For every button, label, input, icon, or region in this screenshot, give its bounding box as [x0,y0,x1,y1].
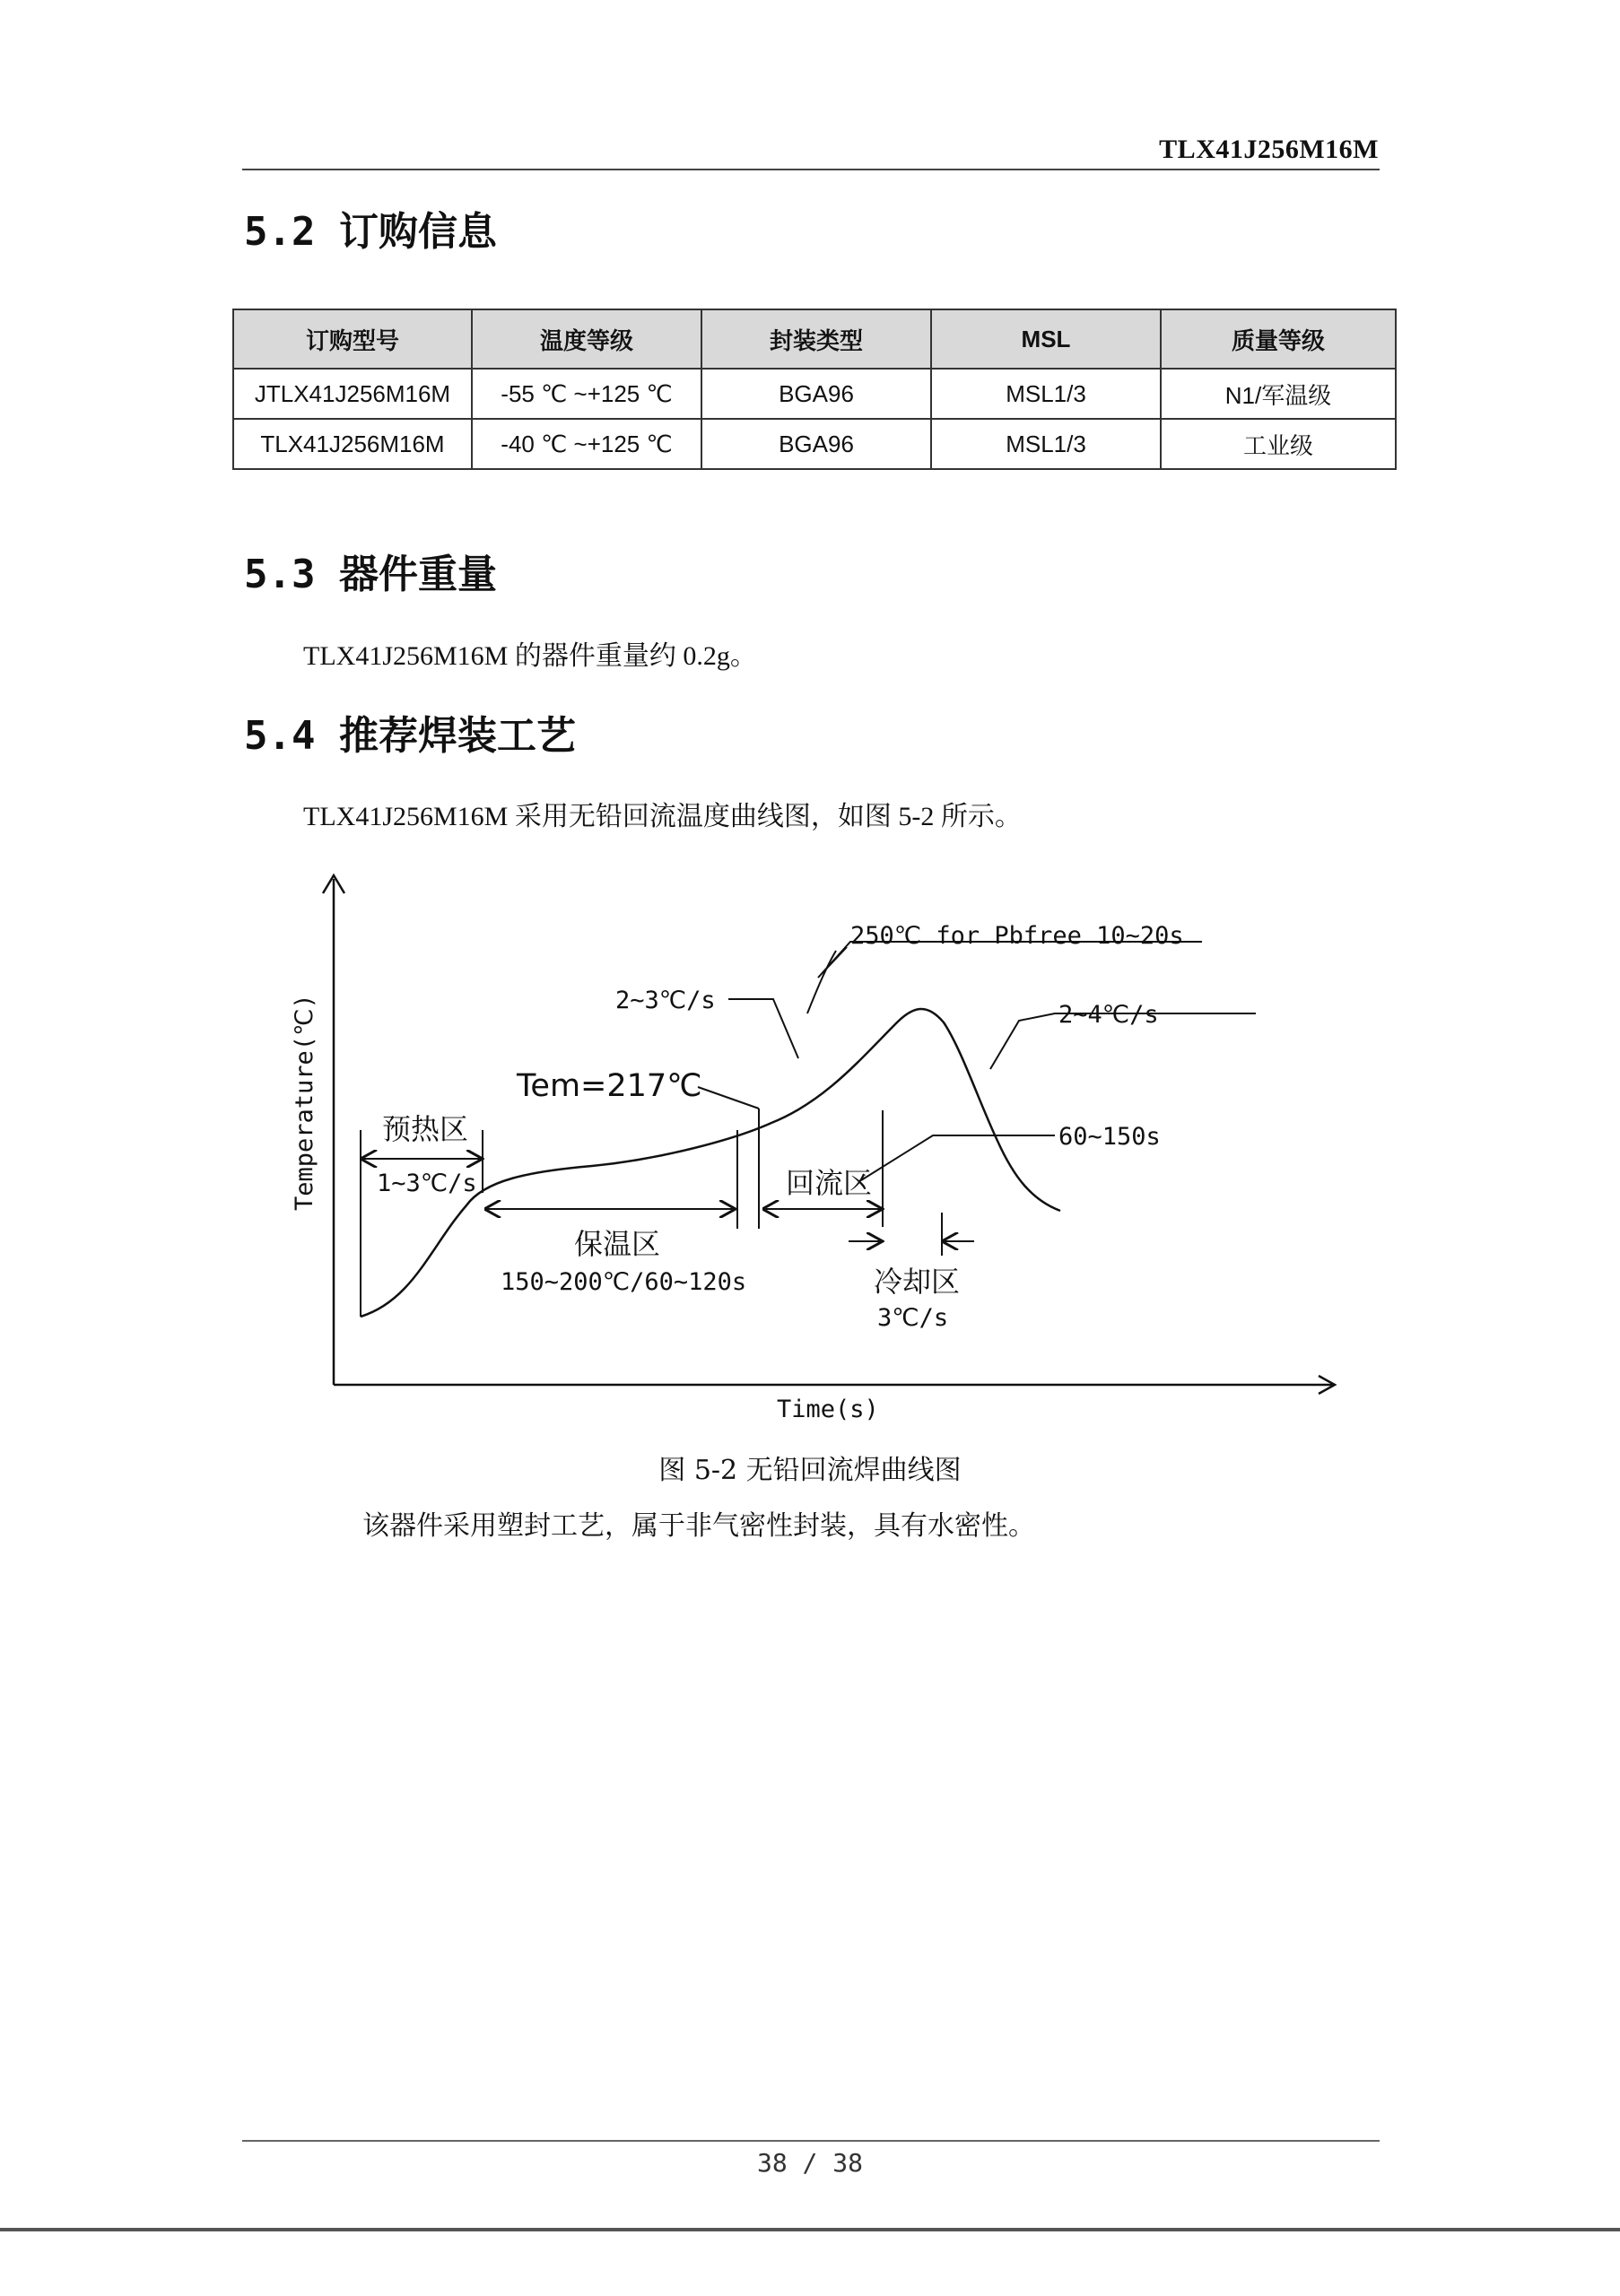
section-title-text: 器件重量 [338,552,497,597]
weight-paragraph: TLX41J256M16M 的器件重量约 0.2g。 [303,641,757,671]
reflow-profile-diagram [269,861,1346,1435]
cell-temp-grade: -40 ℃ ~+125 ℃ [472,419,701,469]
figure-caption: 图 5-2 无铅回流焊曲线图 [658,1455,962,1486]
section-title-text: 订购信息 [338,209,497,255]
preheat-rate-label: 1~3℃/s [377,1170,477,1197]
cooling-zone-markers [849,1213,974,1256]
section-5-4-title [244,703,576,761]
cell-part-number: TLX41J256M16M [233,419,472,469]
cooling-rate-label: 3℃/s [877,1304,949,1332]
section-number: 5.2 [244,209,316,255]
cell-quality: N1/军温级 [1161,369,1396,419]
ramp-up-leader [728,999,798,1058]
col-header-quality: 质量等级 [1161,309,1396,369]
section-number: 5.4 [244,713,316,759]
closing-paragraph: 该器件采用塑封工艺，属于非气密性封装，具有水密性。 [362,1510,1035,1542]
table-header-row [233,309,1396,369]
tem-label: Tem=217℃ [517,1068,702,1104]
cell-package: BGA96 [701,369,931,419]
cell-temp-grade: -55 ℃ ~+125 ℃ [472,369,701,419]
ramp-down-label: 2~4℃/s [1058,1001,1159,1029]
section-5-3-title [244,542,497,599]
page-number: 38 / 38 [756,2148,863,2178]
preheat-zone-label: 预热区 [382,1112,469,1146]
cell-part-number: JTLX41J256M16M [233,369,472,419]
soak-spec-label: 150~200℃/60~120s [501,1268,747,1296]
soldering-paragraph: TLX41J256M16M 采用无铅回流温度曲线图，如图 5-2 所示。 [303,802,1022,831]
reflow-zone-label: 回流区 [786,1166,873,1200]
peak-leader-line [807,951,836,1013]
cell-msl: MSL1/3 [931,369,1161,419]
document-id: TLX41J256M16M [1159,135,1379,164]
cell-msl: MSL1/3 [931,419,1161,469]
ramp-up-label: 2~3℃/s [615,987,716,1014]
footer-rule [242,2140,1380,2142]
peak-label: 250℃ for Pbfree 10~20s [850,922,1184,950]
section-5-2-title [244,199,497,257]
section-number: 5.3 [244,552,316,597]
axes [323,875,1335,1394]
reflow-time-label: 60~150s [1058,1123,1161,1151]
cell-package: BGA96 [701,419,931,469]
col-header-package: 封装类型 [701,309,931,369]
page-bottom-edge [0,2228,1620,2231]
y-axis-label: Temperature(℃) [291,994,318,1211]
header-rule [242,169,1380,170]
tem-marker-line [698,1087,759,1109]
col-header-part-number: 订购型号 [233,309,472,369]
preheat-zone-markers [361,1130,483,1317]
cooling-zone-label: 冷却区 [874,1265,961,1299]
ordering-table [232,309,1397,470]
table-row [233,369,1396,419]
cell-quality: 工业级 [1161,419,1396,469]
x-axis-label: Time(s) [777,1396,879,1423]
soak-zone-label: 保温区 [574,1227,661,1261]
soak-zone-markers [486,1130,737,1229]
col-header-temp-grade: 温度等级 [472,309,701,369]
col-header-msl: MSL [931,309,1161,369]
section-title-text: 推荐焊装工艺 [338,713,576,759]
table-row [233,419,1396,469]
